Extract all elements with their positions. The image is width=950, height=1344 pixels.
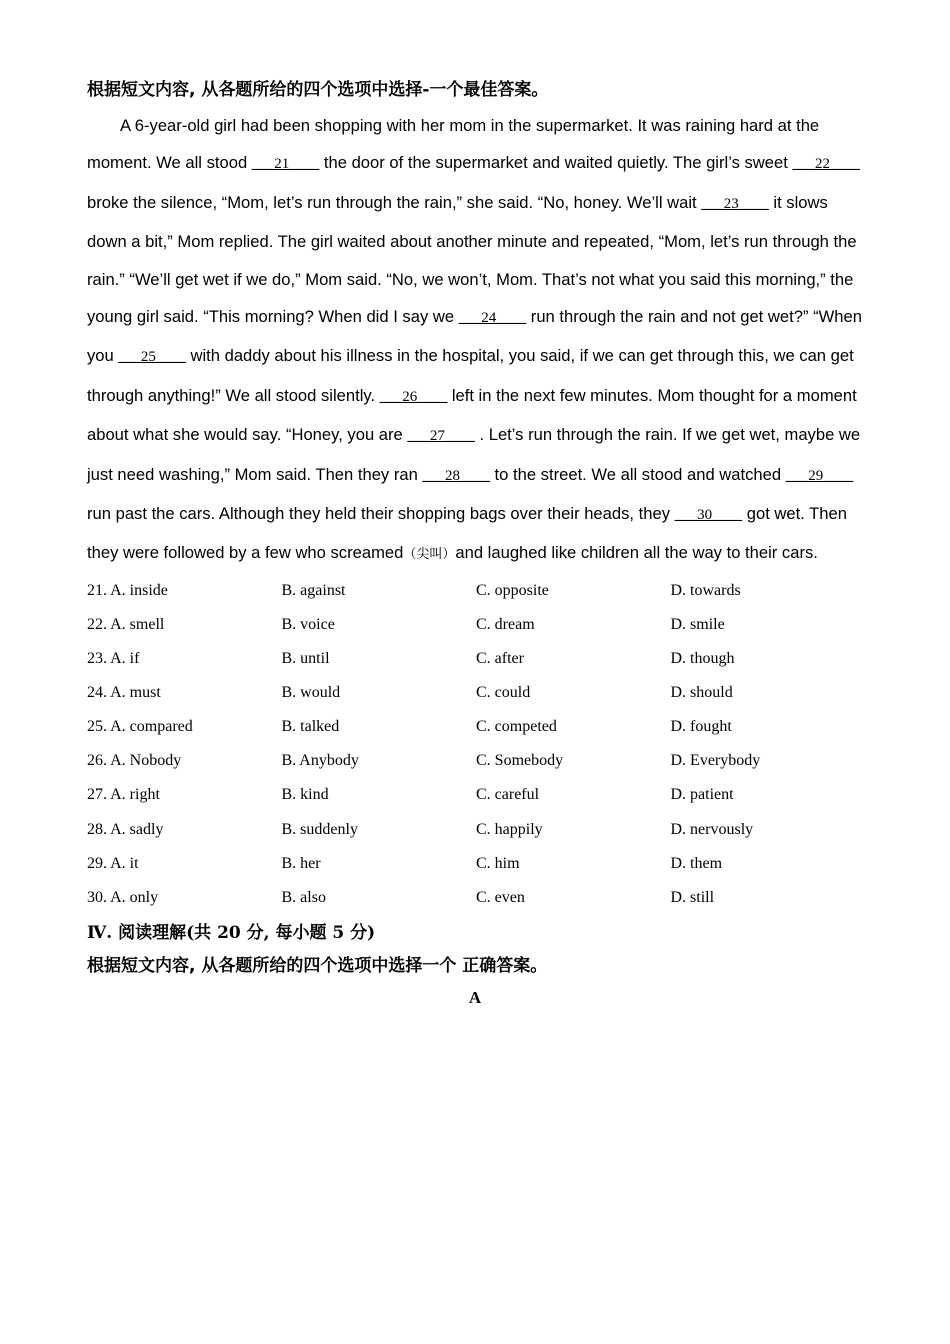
option-c: C. could xyxy=(476,684,531,702)
blank-29: ___29____ xyxy=(785,467,854,484)
option-d: D. still xyxy=(670,888,715,906)
option-c: C. dream xyxy=(476,615,535,633)
option-d: D. towards xyxy=(670,581,741,599)
blank-24: ___24____ xyxy=(458,310,527,327)
option-a: 26. A. Nobody xyxy=(87,752,182,770)
question-row xyxy=(87,744,867,778)
option-b: B. talked xyxy=(281,718,340,736)
question-row xyxy=(87,608,867,642)
option-c: C. competed xyxy=(476,718,557,736)
blank-22: ___22____ xyxy=(792,156,860,173)
option-c: C. opposite xyxy=(476,581,549,599)
passage-label-a: A xyxy=(468,987,482,1007)
option-d: D. nervously xyxy=(670,820,754,838)
cloze-instruction: 根据短文内容, 从各题所给的四个选项中选择-一个最佳答案。 xyxy=(87,80,549,100)
passage-text: left in the next few minutes. Mom thought for a moment about what she would say. “Honey, you are xyxy=(87,385,857,445)
question-row xyxy=(87,676,867,710)
option-d: D. Everybody xyxy=(670,752,761,770)
passage-text: run through the rain and not get wet?” “When you xyxy=(87,307,862,366)
option-b: B. her xyxy=(281,854,321,872)
option-a: 24. A. must xyxy=(87,684,161,702)
cloze-passage xyxy=(87,107,867,574)
option-c: C. happily xyxy=(476,820,543,838)
question-row xyxy=(87,847,867,881)
option-c: C. after xyxy=(476,650,524,668)
section-iv-title: Ⅳ. 阅读理解(共 20 分, 每小题 5 分) xyxy=(87,922,376,943)
option-a: 23. A. if xyxy=(87,650,140,668)
passage-text: with daddy about his illness in the hospital, you said, if we can get through this, we can get through anything!” We all stood silently. xyxy=(87,346,854,405)
option-c: C. even xyxy=(476,888,525,906)
passage-text: it slows down a bit,” Mom replied. The girl waited about another minute and repeated, “Mom, let’s run through the rain.” “We’ll get wet if we do,” Mom said. “No, we won’t, Mom. That’s not what you said this morning,” the young girl said. “This morning? When did I say we xyxy=(87,192,857,327)
option-d: D. should xyxy=(670,684,733,702)
option-a: 21. A. inside xyxy=(87,581,168,599)
option-c: C. him xyxy=(476,854,520,872)
passage-text: . Let’s run through the rain. If we get wet, maybe we just need washing,” Mom said. Then they ran xyxy=(87,425,861,484)
reading-instruction: 根据短文内容, 从各题所给的四个选项中选择一个 正确答案。 xyxy=(87,955,548,976)
question-row xyxy=(87,881,867,915)
question-row xyxy=(87,642,867,676)
option-a: 30. A. only xyxy=(87,888,159,906)
option-b: B. against xyxy=(281,581,346,599)
option-c: C. careful xyxy=(476,786,540,804)
option-b: B. Anybody xyxy=(281,752,359,770)
option-b: B. also xyxy=(281,888,326,906)
option-b: B. until xyxy=(281,650,330,668)
passage-text: to the street. We all stood and watched xyxy=(489,464,786,484)
passage-text: the door of the supermarket and waited quietly. The girl’s sweet xyxy=(319,153,793,173)
question-row xyxy=(87,813,867,847)
option-d: D. patient xyxy=(670,786,734,804)
blank-30: ___30____ xyxy=(674,507,743,524)
option-a: 22. A. smell xyxy=(87,615,165,633)
question-row xyxy=(87,574,867,608)
options-list xyxy=(87,574,867,915)
option-b: B. voice xyxy=(281,615,335,633)
blank-23: ___23____ xyxy=(701,195,769,212)
blank-25: ___25____ xyxy=(118,349,186,366)
blank-28: ___28____ xyxy=(422,467,490,484)
passage-text: got wet. Then they were followed by a few who screamed xyxy=(87,504,847,563)
option-a: 28. A. sadly xyxy=(87,820,164,838)
question-row xyxy=(87,710,867,744)
option-d: D. fought xyxy=(670,718,732,736)
cjk-gloss: （尖叫） xyxy=(403,547,456,563)
option-a: 27. A. right xyxy=(87,786,160,804)
question-row xyxy=(87,778,867,812)
option-b: B. would xyxy=(281,684,341,702)
option-d: D. smile xyxy=(670,615,725,633)
option-d: D. them xyxy=(670,854,723,872)
passage-text: run past the cars. Although they held their shopping bags over their heads, they xyxy=(87,504,675,524)
option-a: 25. A. compared xyxy=(87,718,193,736)
option-a: 29. A. it xyxy=(87,854,139,872)
passage-paragraph xyxy=(87,107,867,574)
blank-27: ___27____ xyxy=(407,428,475,445)
document-page xyxy=(87,76,867,1016)
option-c: C. Somebody xyxy=(476,752,564,770)
blank-21: ___21____ xyxy=(251,156,320,173)
option-b: B. suddenly xyxy=(281,820,358,838)
passage-text: and laughed like children all the way to their cars. xyxy=(455,543,818,563)
option-b: B. kind xyxy=(281,786,329,804)
passage-text: broke the silence, “Mom, let’s run through the rain,” she said. “No, honey. We’ll wait xyxy=(87,192,702,212)
option-d: D. though xyxy=(670,650,735,668)
blank-26: ___26____ xyxy=(379,388,448,405)
passage-text: A 6-year-old girl had been shopping with her mom in the supermarket. It was raining hard at the moment. We all stood xyxy=(87,116,820,173)
